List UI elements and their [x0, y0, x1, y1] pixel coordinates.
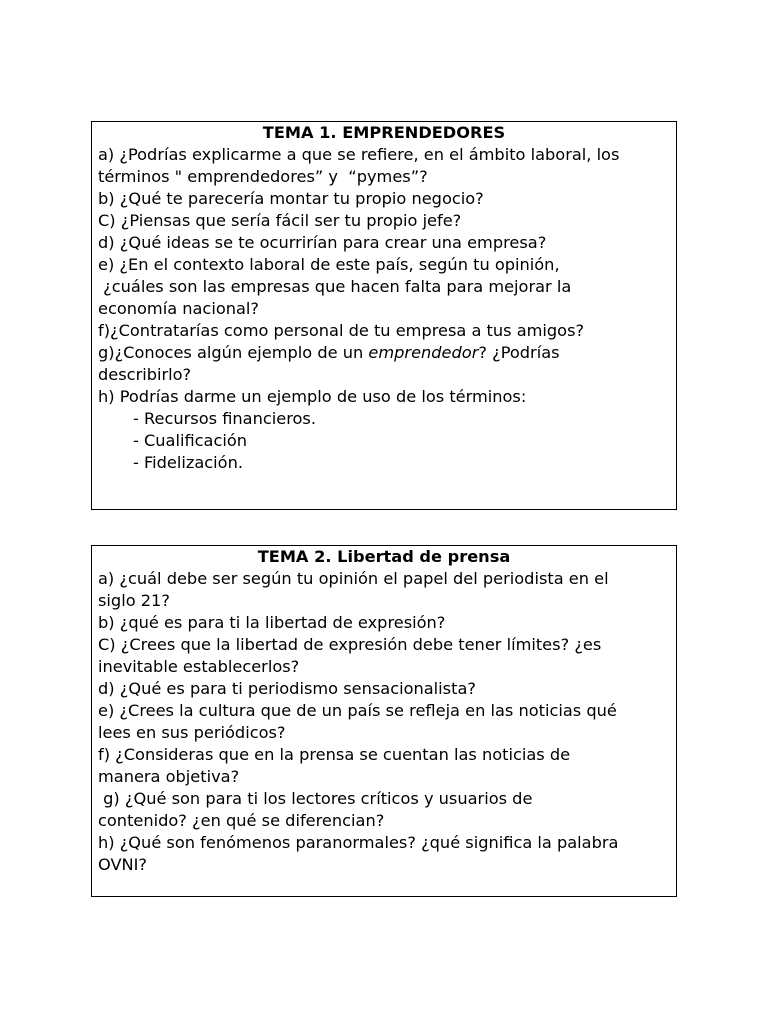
tema2-line: f) ¿Consideras que en la prensa se cuentan las noticias de: [98, 745, 571, 764]
tema1-title: TEMA 1. EMPRENDEDORES: [262, 123, 506, 142]
tema2-line: a) ¿cuál debe ser según tu opinión el papel del periodista en el: [98, 569, 609, 588]
tema2-line: OVNI?: [98, 855, 148, 874]
tema1-subitem: - Fidelización.: [133, 453, 243, 472]
tema2-line: e) ¿Crees la cultura que de un país se refleja en las noticias qué: [98, 701, 617, 720]
tema1-g-prefix: g)¿Conoces algún ejemplo de un: [98, 343, 369, 362]
tema1-line: b) ¿Qué te parecería montar tu propio negocio?: [98, 189, 484, 208]
tema1-g-italic: emprendedor: [368, 343, 479, 362]
tema1-subitem: - Recursos financieros.: [133, 409, 316, 428]
tema1-line: a) ¿Podrías explicarme a que se refiere, en el ámbito laboral, los: [98, 145, 620, 164]
tema1-question-g: [98, 342, 676, 364]
tema2-line: inevitable establecerlos?: [98, 657, 300, 676]
tema1-line: términos " emprendedores” y “pymes”?: [98, 167, 428, 186]
tema1-line: e) ¿En el contexto laboral de este país, según tu opinión,: [98, 255, 560, 274]
tema1-line: f)¿Contratarías como personal de tu empresa a tus amigos?: [98, 321, 585, 340]
tema2-box: [91, 545, 677, 897]
tema2-line: lees en sus periódicos?: [98, 723, 286, 742]
tema1-box: [91, 121, 677, 510]
tema2-title: TEMA 2. Libertad de prensa: [257, 547, 511, 566]
tema1-line: describirlo?: [98, 365, 192, 384]
tema1-line: d) ¿Qué ideas se te ocurrirían para crear una empresa?: [98, 233, 547, 252]
tema1-line: ¿cuáles son las empresas que hacen falta para mejorar la: [98, 277, 572, 296]
tema2-line: C) ¿Crees que la libertad de expresión debe tener límites? ¿es: [98, 635, 602, 654]
tema1-line: C) ¿Piensas que sería fácil ser tu propio jefe?: [98, 211, 462, 230]
tema1-line: h) Podrías darme un ejemplo de uso de los términos:: [98, 387, 527, 406]
tema2-line: siglo 21?: [98, 591, 170, 610]
tema1-subitem: - Cualificación: [133, 431, 248, 450]
tema2-line: b) ¿qué es para ti la libertad de expresión?: [98, 613, 446, 632]
tema2-line: contenido? ¿en qué se diferencian?: [98, 811, 385, 830]
tema2-line: h) ¿Qué son fenómenos paranormales? ¿qué significa la palabra: [98, 833, 619, 852]
tema2-line: manera objetiva?: [98, 767, 240, 786]
tema1-g-suffix: ? ¿Podrías: [478, 343, 560, 362]
tema2-line: d) ¿Qué es para ti periodismo sensacionalista?: [98, 679, 476, 698]
tema2-line: g) ¿Qué son para ti los lectores críticos y usuarios de: [98, 789, 533, 808]
tema1-line: economía nacional?: [98, 299, 260, 318]
